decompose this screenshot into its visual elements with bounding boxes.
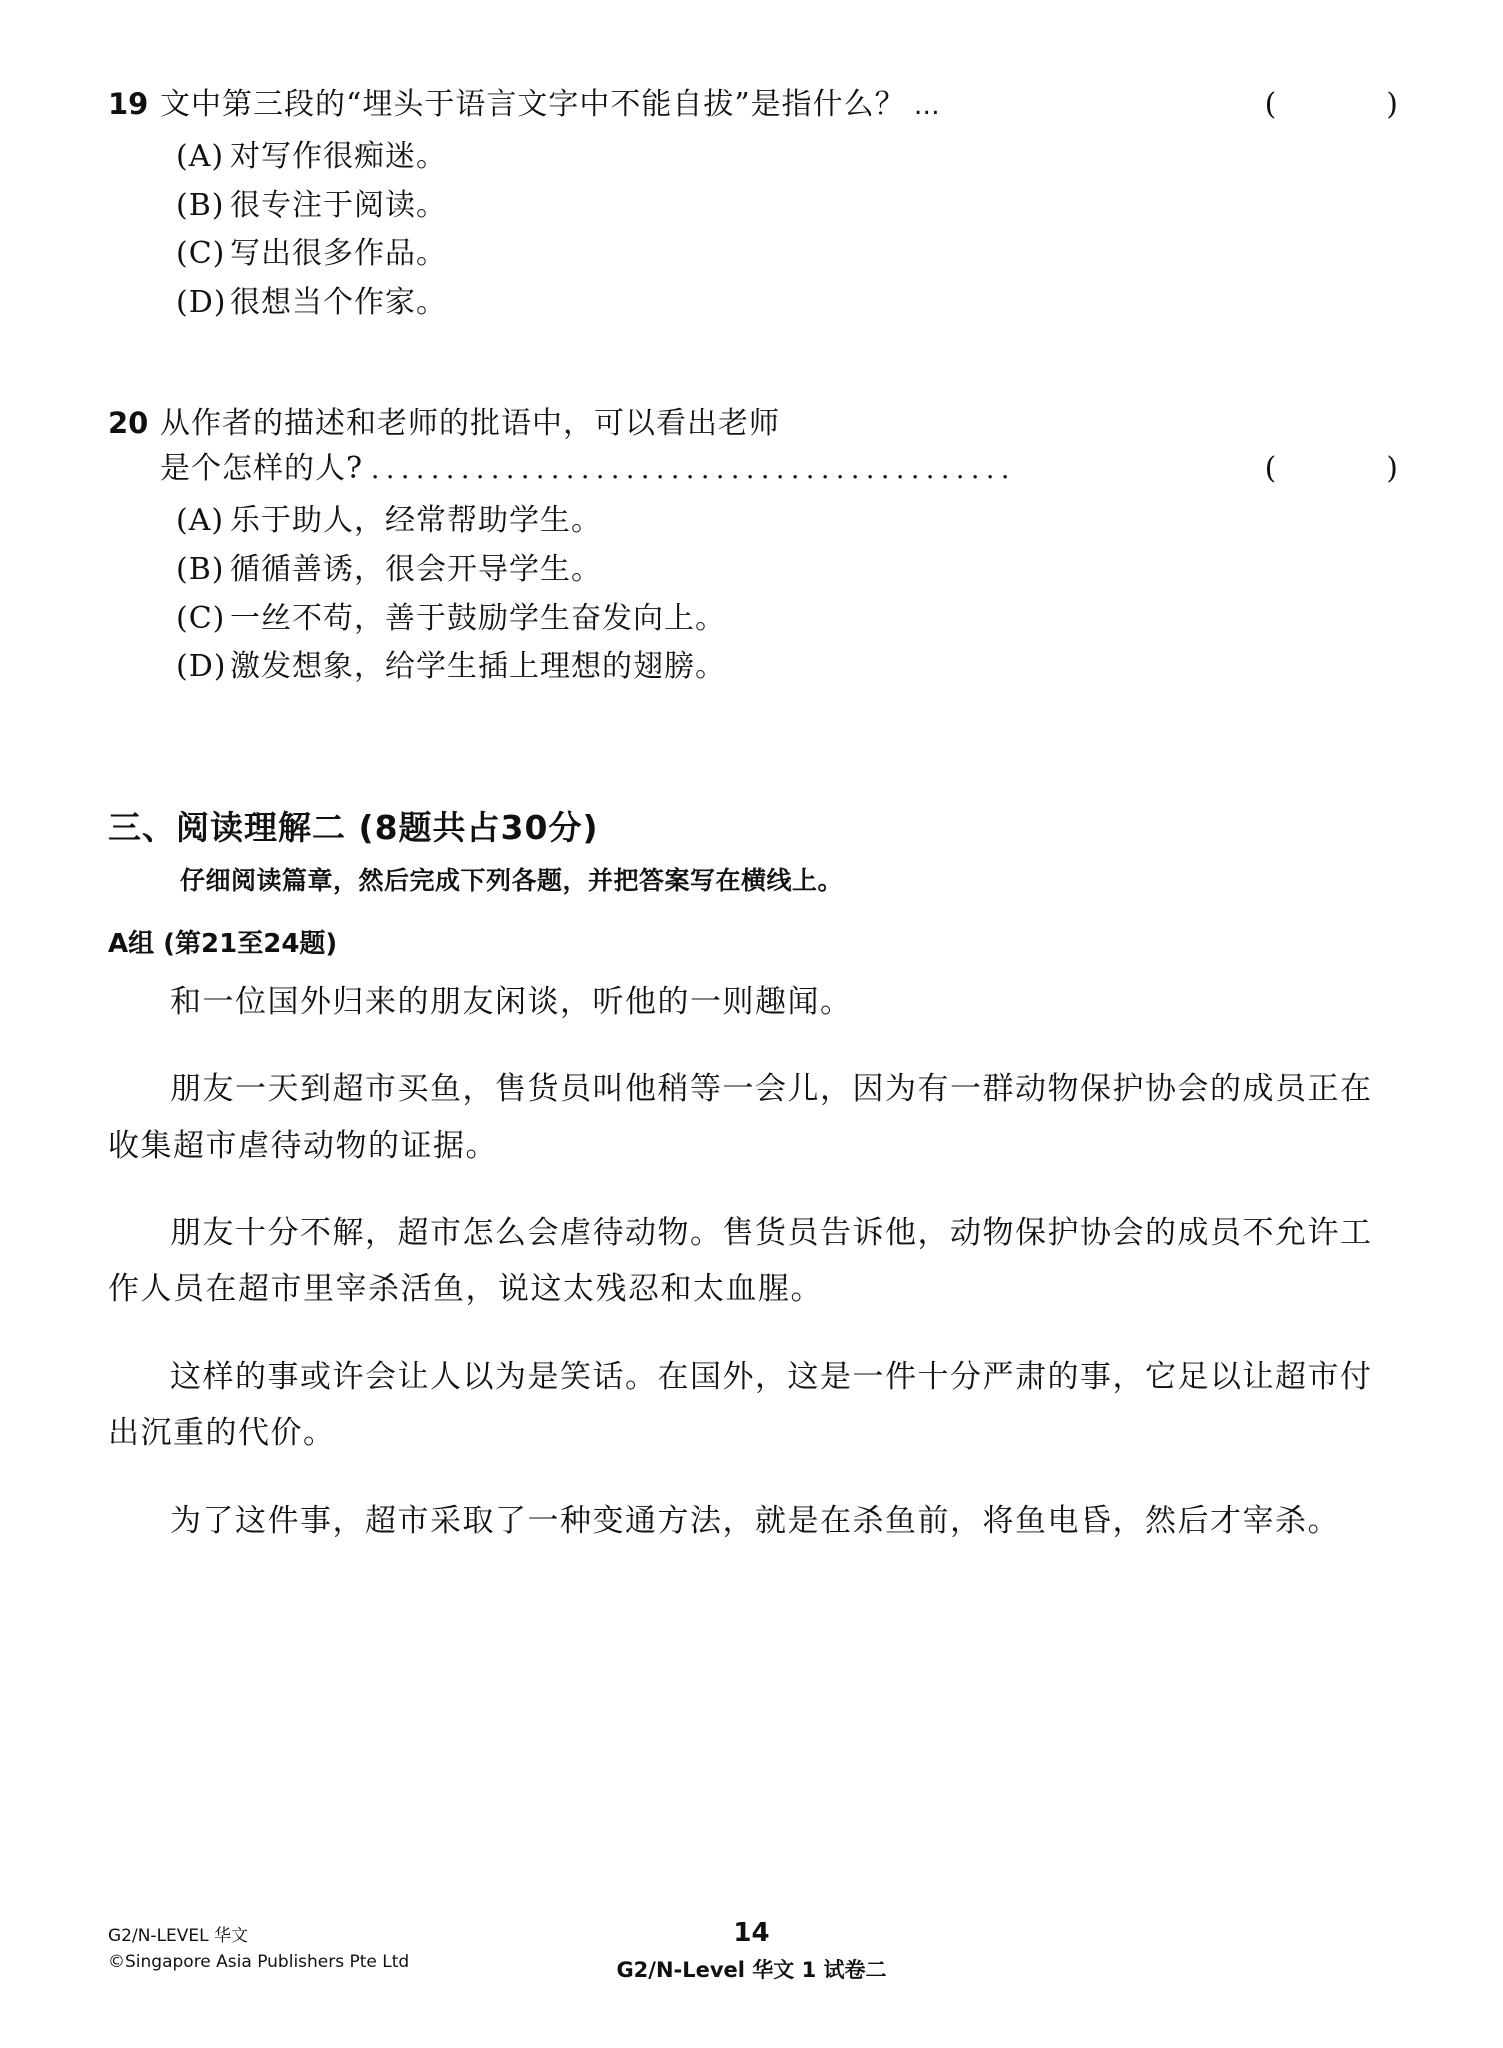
option-row[interactable]	[108, 643, 1398, 692]
passage-paragraph: 为了这件事，超市采取了一种变通方法，就是在杀鱼前，将鱼电昏，然后才宰杀。	[170, 1502, 1340, 1539]
option-row[interactable]	[108, 497, 1398, 546]
option-text: 一丝不苟，善于鼓励学生奋发向上。	[230, 600, 726, 636]
question-20-dots: ．．．．．．．．．．．．．．．．．．．．．．．．．．．．．．．．．．．．．．．．．．．	[371, 455, 1030, 486]
section-subheading: 仔细阅读篇章，然后完成下列各题，并把答案写在横线上。	[180, 865, 844, 895]
question-19-answer-close-paren: )	[1386, 87, 1398, 122]
option-label: (B)	[176, 187, 225, 223]
question-20-answer-close-paren: )	[1386, 451, 1398, 487]
footer-paper-title: G2/N-Level 华文 1 试卷二	[616, 1958, 887, 1982]
question-20-stem-line-1	[108, 401, 1398, 446]
spacer	[108, 692, 1398, 802]
page-content	[108, 82, 1398, 1580]
question-20	[108, 401, 1398, 691]
question-20-stem-line2: 是个怎样的人?	[160, 451, 364, 487]
question-19	[108, 82, 1398, 327]
passage-paragraph: 和一位国外归来的朋友闲谈，听他的一则趣闻。	[170, 983, 853, 1020]
passage-paragraph: 朋友十分不解，超市怎么会虐待动物。售货员告诉他，动物保护协会的成员不允许工作人员在超市里宰杀活鱼，说这太残忍和太血腥。	[108, 1214, 1373, 1308]
option-label: (C)	[176, 600, 226, 636]
option-row[interactable]	[108, 595, 1398, 644]
question-19-dots: …	[913, 91, 942, 121]
page-number: 14	[733, 1918, 770, 1948]
option-label: (B)	[176, 551, 225, 587]
option-text: 乐于助人，经常帮助学生。	[230, 503, 602, 539]
option-label: (A)	[176, 503, 225, 539]
question-20-number: 20	[108, 406, 149, 441]
footer-exam-code: G2/N-LEVEL 华文	[108, 1926, 249, 1946]
question-19-answer-open-paren: (	[1264, 87, 1277, 122]
option-text: 循循善诱，很会开导学生。	[230, 551, 602, 587]
question-20-stem-line1: 从作者的描述和老师的批语中，可以看出老师	[160, 406, 780, 442]
question-19-stem: 文中第三段的“埋头于语言文字中不能自拔”是指什么？	[160, 87, 906, 122]
option-text: 很专注于阅读。	[230, 187, 447, 223]
spacer	[108, 327, 1398, 401]
option-text: 对写作很痴迷。	[230, 139, 447, 174]
passage-paragraph: 这样的事或许会让人以为是笑话。在国外，这是一件十分严肃的事，它足以让超市付出沉重的代价。	[108, 1358, 1373, 1452]
option-label: (C)	[176, 236, 226, 272]
question-20-answer-open-paren: (	[1264, 451, 1277, 487]
option-text: 写出很多作品。	[230, 236, 447, 272]
page-footer	[0, 1918, 1503, 1994]
question-19-number: 19	[108, 87, 149, 121]
option-row[interactable]	[108, 182, 1398, 231]
option-row[interactable]	[108, 546, 1398, 595]
option-label: (D)	[176, 284, 227, 320]
group-label: A组 (第21至24题)	[108, 928, 338, 959]
question-19-options	[108, 133, 1398, 327]
option-row[interactable]	[108, 279, 1398, 328]
question-20-options	[108, 497, 1398, 691]
option-text: 激发想象，给学生插上理想的翅膀。	[230, 649, 726, 685]
option-text: 很想当个作家。	[230, 284, 447, 320]
question-19-stem-line	[108, 82, 1398, 127]
reading-passage	[108, 974, 1398, 1549]
option-label: (A)	[176, 139, 225, 174]
option-label: (D)	[176, 649, 227, 685]
footer-copyright: ©Singapore Asia Publishers Pte Ltd	[108, 1951, 410, 1972]
section-heading: 三、阅读理解二 (8题共占30分)	[108, 807, 599, 847]
option-row[interactable]	[108, 230, 1398, 279]
question-20-stem-line-2	[108, 446, 1398, 491]
option-row[interactable]	[108, 133, 1398, 182]
passage-paragraph: 朋友一天到超市买鱼，售货员叫他稍等一会儿，因为有一群动物保护协会的成员正在收集超市虐待动物的证据。	[108, 1071, 1373, 1164]
